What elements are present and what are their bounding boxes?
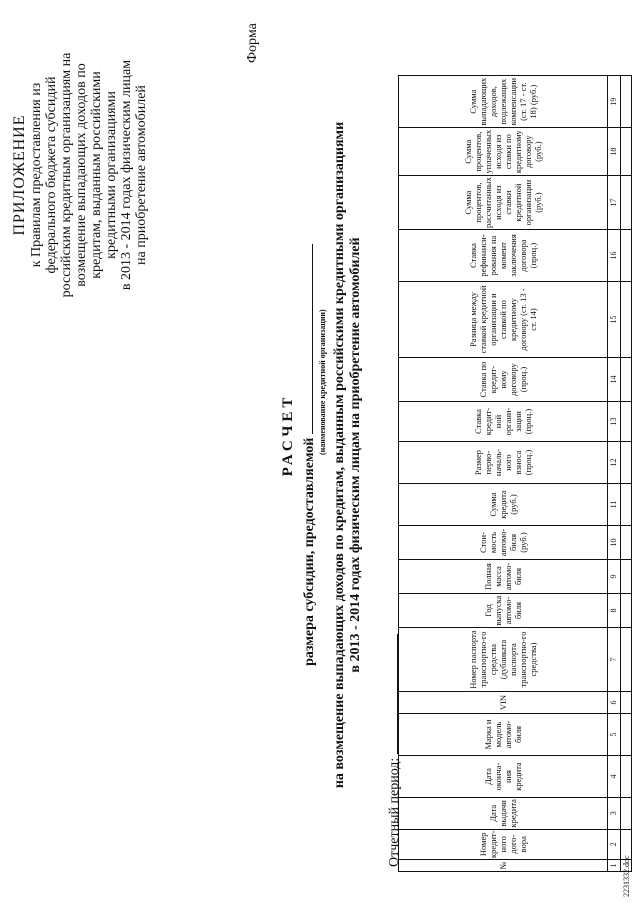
- reporting-period-label: Отчетный период:: [387, 757, 402, 867]
- column-header: Сумма выпадающих доходов, подлежащих компенсации (ст. 17 - ст. 18) (руб.): [399, 76, 608, 128]
- column-number: 7: [608, 628, 621, 692]
- table-empty-row: [621, 76, 632, 872]
- table-header-row: [399, 76, 608, 872]
- appendix-line: возмещение выпадающих доходов по: [74, 63, 89, 287]
- column-header: Дата выдачи кредита: [399, 798, 608, 830]
- heading-line-2b: в 2013 - 2014 годах физическим лицам на приобретение автомобилей: [348, 237, 363, 673]
- column-header: Номер паспорта транспортно-го средства (дубликата паспорта транспортно-го средства): [399, 628, 608, 692]
- column-header: Ставка по кредит-ному договору (проц.): [399, 358, 608, 402]
- column-header: Год выпуска автомо-биля: [399, 594, 608, 628]
- column-number: 19: [608, 76, 621, 128]
- column-number: 17: [608, 176, 621, 230]
- appendix-line: федерального бюджета субсидий: [44, 76, 59, 274]
- calculation-table: [398, 75, 632, 872]
- table-cell[interactable]: [621, 798, 632, 830]
- appendix-line: кредитам, выданным российскими: [89, 71, 104, 279]
- column-number-row: [608, 76, 621, 872]
- column-header: Ставка кредит-ной органи-зации (проц.): [399, 402, 608, 442]
- table-cell[interactable]: [621, 560, 632, 594]
- heading-line-2: [332, 25, 364, 885]
- column-number: 1: [608, 860, 621, 872]
- organization-name-blank[interactable]: [300, 244, 313, 434]
- heading-line-2a: на возмещение выпадающих доходов по кредитам, выданным российскими кредитными организациями: [332, 121, 347, 789]
- column-header: Полная масса автомо-биля: [399, 560, 608, 594]
- column-number: 14: [608, 358, 621, 402]
- appendix-line: кредитными организациями: [104, 91, 119, 259]
- column-number: 3: [608, 798, 621, 830]
- column-header: Сумма кредита (руб.): [399, 484, 608, 526]
- column-number: 8: [608, 594, 621, 628]
- appendix-block: [12, 15, 149, 335]
- column-header: Сумма процентов, рассчитанных исходя из ставки кредитной организации (руб.): [399, 176, 608, 230]
- column-number: 13: [608, 402, 621, 442]
- column-header: Ставка рефинанси-рования на момент заключения договора (проц.): [399, 230, 608, 282]
- table-cell[interactable]: [621, 230, 632, 282]
- column-number: 11: [608, 484, 621, 526]
- appendix-line: российским кредитным организациям на: [59, 52, 74, 298]
- column-number: 15: [608, 282, 621, 358]
- column-header: Разница между ставкой кредитной организации и ставкой по кредитному договору (ст. 13 - ст. 14): [399, 282, 608, 358]
- column-header: Сумма процентов, уплаченных исходя из ставки по кредитному договору (руб.): [399, 128, 608, 176]
- table-cell[interactable]: [621, 594, 632, 628]
- heading-line-1-text: размера субсидии, предоставляемой: [302, 437, 317, 666]
- table-cell[interactable]: [621, 358, 632, 402]
- column-number: 2: [608, 829, 621, 859]
- table-cell[interactable]: [621, 484, 632, 526]
- column-header: №: [399, 860, 608, 872]
- appendix-line: к Правилам предоставления из: [29, 82, 44, 268]
- reporting-period-blank[interactable]: [385, 634, 398, 754]
- table-cell[interactable]: [621, 714, 632, 756]
- table-cell[interactable]: [621, 756, 632, 798]
- table-cell[interactable]: [621, 692, 632, 714]
- table-cell[interactable]: [621, 282, 632, 358]
- column-header: Дата оконча-ния кредита: [399, 756, 608, 798]
- column-number: 10: [608, 526, 621, 560]
- column-header: Размер перво-началь-ного взноса (проц.): [399, 442, 608, 484]
- document-file-reference: 2231332.doc: [622, 855, 631, 897]
- organization-name-note: (наименование кредитной организации): [318, 309, 327, 455]
- column-number: 9: [608, 560, 621, 594]
- appendix-title: ПРИЛОЖЕНИЕ: [11, 114, 28, 236]
- table-cell[interactable]: [621, 76, 632, 128]
- column-number: 18: [608, 128, 621, 176]
- table-cell[interactable]: [621, 128, 632, 176]
- form-label: Форма: [245, 23, 260, 63]
- table-cell[interactable]: [621, 176, 632, 230]
- table-cell[interactable]: [621, 442, 632, 484]
- appendix-line: на приобретение автомобилей: [134, 85, 149, 265]
- table-cell[interactable]: [621, 526, 632, 560]
- column-number: 12: [608, 442, 621, 484]
- heading-line-1: [300, 65, 318, 845]
- column-number: 16: [608, 230, 621, 282]
- column-number: 5: [608, 714, 621, 756]
- column-number: 6: [608, 692, 621, 714]
- column-header: VIN: [399, 692, 608, 714]
- table-cell[interactable]: [621, 628, 632, 692]
- column-header: Номер кредит-ного дого-вора: [399, 829, 608, 859]
- column-number: 4: [608, 756, 621, 798]
- column-header: Стои-мость автомо-биля (руб.): [399, 526, 608, 560]
- column-header: Марка и модель автомо-биля: [399, 714, 608, 756]
- appendix-line: в 2013 - 2014 годах физическим лицам: [119, 59, 134, 291]
- table-cell[interactable]: [621, 402, 632, 442]
- document-title: РАСЧЕТ: [280, 393, 296, 477]
